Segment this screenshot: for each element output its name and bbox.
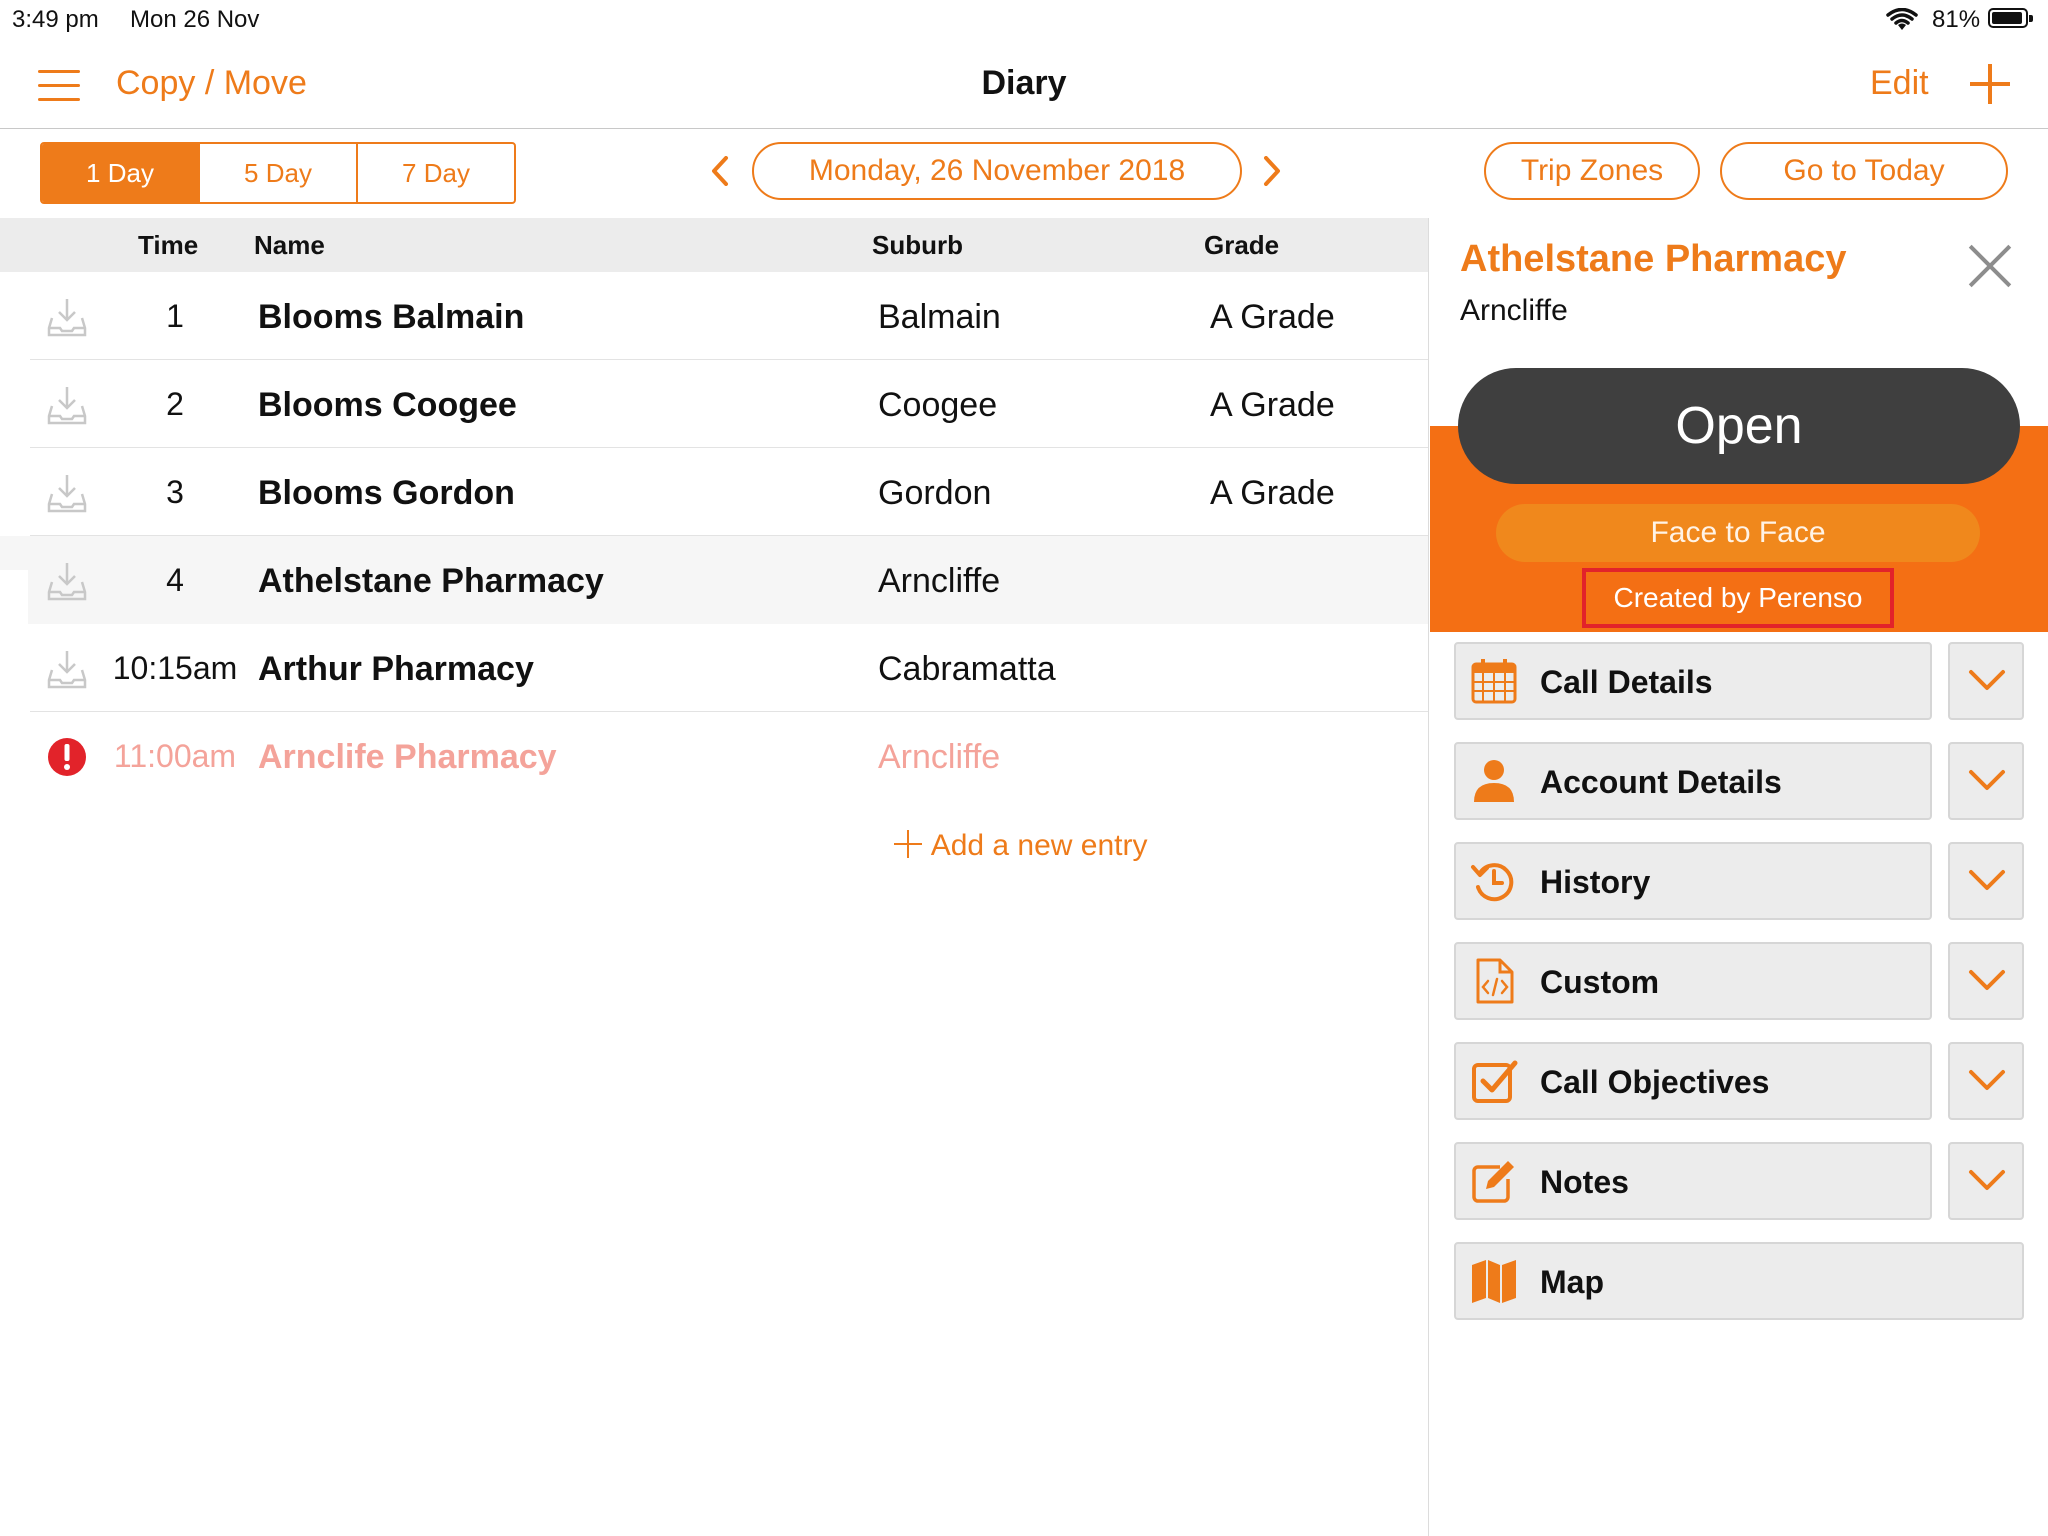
row-time: 4: [166, 562, 184, 598]
row-name: Blooms Gordon: [258, 474, 515, 512]
notes-section[interactable]: [1454, 1142, 1932, 1220]
expand-account-details-button[interactable]: [1948, 742, 2024, 820]
date-picker-button[interactable]: Monday, 26 November 2018: [752, 142, 1242, 200]
status-date: Mon 26 Nov: [130, 6, 260, 33]
expand-notes-button[interactable]: [1948, 1142, 2024, 1220]
download-tray-icon[interactable]: [46, 296, 88, 338]
code-document-icon: [1470, 957, 1518, 1005]
tab-7-day[interactable]: 7 Day: [402, 157, 470, 188]
row-name: Athelstane Pharmacy: [258, 562, 604, 600]
table-row[interactable]: [0, 360, 1428, 448]
custom-section[interactable]: [1454, 942, 1932, 1020]
chevron-down-icon: [1968, 868, 2006, 894]
trip-zones-button[interactable]: Trip Zones: [1484, 142, 1700, 200]
row-suburb: Cabramatta: [878, 650, 1056, 688]
edit-button[interactable]: Edit: [1870, 64, 1929, 102]
chevron-down-icon: [1968, 1068, 2006, 1094]
section-label: Notes: [1540, 1164, 1629, 1200]
row-name: Blooms Balmain: [258, 298, 525, 336]
tab-1-day[interactable]: 1 Day: [42, 144, 200, 202]
menu-icon[interactable]: [38, 70, 80, 102]
tab-5-day[interactable]: 5 Day: [200, 144, 358, 202]
expand-history-button[interactable]: [1948, 842, 2024, 920]
row-grade: A Grade: [1210, 474, 1335, 512]
go-to-today-button[interactable]: Go to Today: [1720, 142, 2008, 200]
download-tray-icon[interactable]: [46, 384, 88, 426]
plus-icon: [892, 828, 924, 860]
row-grade: A Grade: [1210, 386, 1335, 424]
section-label: Call Objectives: [1540, 1064, 1770, 1100]
chevron-down-icon: [1968, 768, 2006, 794]
column-header-grade: Grade: [1204, 230, 1280, 260]
row-name: Blooms Coogee: [258, 386, 517, 424]
battery-percent: 81%: [1932, 6, 1981, 33]
status-bar: [0, 0, 2048, 40]
table-row[interactable]: [0, 272, 1428, 360]
row-time: 11:00am: [113, 738, 237, 774]
row-suburb: Gordon: [878, 474, 992, 512]
created-by-label: Created by Perenso: [1582, 568, 1894, 628]
calendar-icon: [1470, 657, 1518, 705]
page-title: Diary: [981, 64, 1067, 102]
section-label: Map: [1540, 1264, 1604, 1300]
column-header-suburb: Suburb: [872, 230, 963, 260]
table-row[interactable]: [0, 624, 1428, 712]
chevron-down-icon: [1968, 1168, 2006, 1194]
panel-subtitle: Arncliffe: [1460, 294, 1568, 327]
expand-custom-button[interactable]: [1948, 942, 2024, 1020]
view-segmented-control: [40, 142, 516, 204]
call-details-section[interactable]: [1454, 642, 1932, 720]
download-tray-icon[interactable]: [46, 560, 88, 602]
column-header-name: Name: [254, 230, 325, 260]
account-details-section[interactable]: [1454, 742, 1932, 820]
copy-move-button[interactable]: Copy / Move: [116, 64, 307, 102]
table-row-selected[interactable]: [0, 536, 1428, 624]
map-icon: [1470, 1257, 1518, 1305]
add-icon[interactable]: [1970, 64, 2010, 104]
add-new-entry-button[interactable]: [892, 828, 1147, 863]
open-call-button[interactable]: Open: [1458, 368, 2020, 484]
row-name: Arnclife Pharmacy: [258, 738, 557, 776]
row-suburb: Arncliffe: [878, 738, 1001, 776]
row-time: 2: [166, 386, 184, 422]
chevron-left-icon[interactable]: [706, 156, 736, 186]
chevron-right-icon[interactable]: [1256, 156, 1286, 186]
section-label: Account Details: [1540, 764, 1782, 800]
section-label: Call Details: [1540, 664, 1713, 700]
checkbox-icon: [1470, 1057, 1518, 1105]
person-icon: [1470, 757, 1518, 805]
table-row[interactable]: [0, 448, 1428, 536]
row-time: 10:15am: [112, 650, 238, 686]
face-to-face-button[interactable]: Face to Face: [1496, 504, 1980, 562]
chevron-down-icon: [1968, 668, 2006, 694]
edit-icon: [1470, 1157, 1518, 1205]
exclamation-alert-icon[interactable]: [46, 736, 88, 778]
wifi-icon: [1886, 8, 1918, 32]
row-suburb: Arncliffe: [878, 562, 1001, 600]
row-name: Arthur Pharmacy: [258, 650, 534, 688]
table-header: [0, 218, 1428, 272]
row-time: 3: [166, 474, 184, 510]
section-label: Custom: [1540, 964, 1660, 1000]
row-suburb: Coogee: [878, 386, 998, 424]
close-icon[interactable]: [1968, 244, 2012, 288]
row-suburb: Balmain: [878, 298, 1001, 336]
panel-title: Athelstane Pharmacy: [1460, 238, 1847, 280]
row-grade: A Grade: [1210, 298, 1335, 336]
expand-call-details-button[interactable]: [1948, 642, 2024, 720]
column-header-time: Time: [138, 230, 199, 260]
status-time: 3:49 pm: [12, 6, 99, 33]
section-label: History: [1540, 864, 1651, 900]
history-icon: [1470, 857, 1518, 905]
table-row-warning[interactable]: [0, 712, 1428, 800]
battery-icon: [1988, 8, 2028, 28]
add-new-entry-label: Add a new entry: [930, 829, 1148, 862]
row-time: 1: [166, 298, 184, 334]
expand-call-objectives-button[interactable]: [1948, 1042, 2024, 1120]
history-section[interactable]: [1454, 842, 1932, 920]
navigation-bar: [0, 40, 2048, 129]
map-section[interactable]: [1454, 1242, 2024, 1320]
call-objectives-section[interactable]: [1454, 1042, 1932, 1120]
download-tray-icon[interactable]: [46, 648, 88, 690]
chevron-down-icon: [1968, 968, 2006, 994]
download-tray-icon[interactable]: [46, 472, 88, 514]
